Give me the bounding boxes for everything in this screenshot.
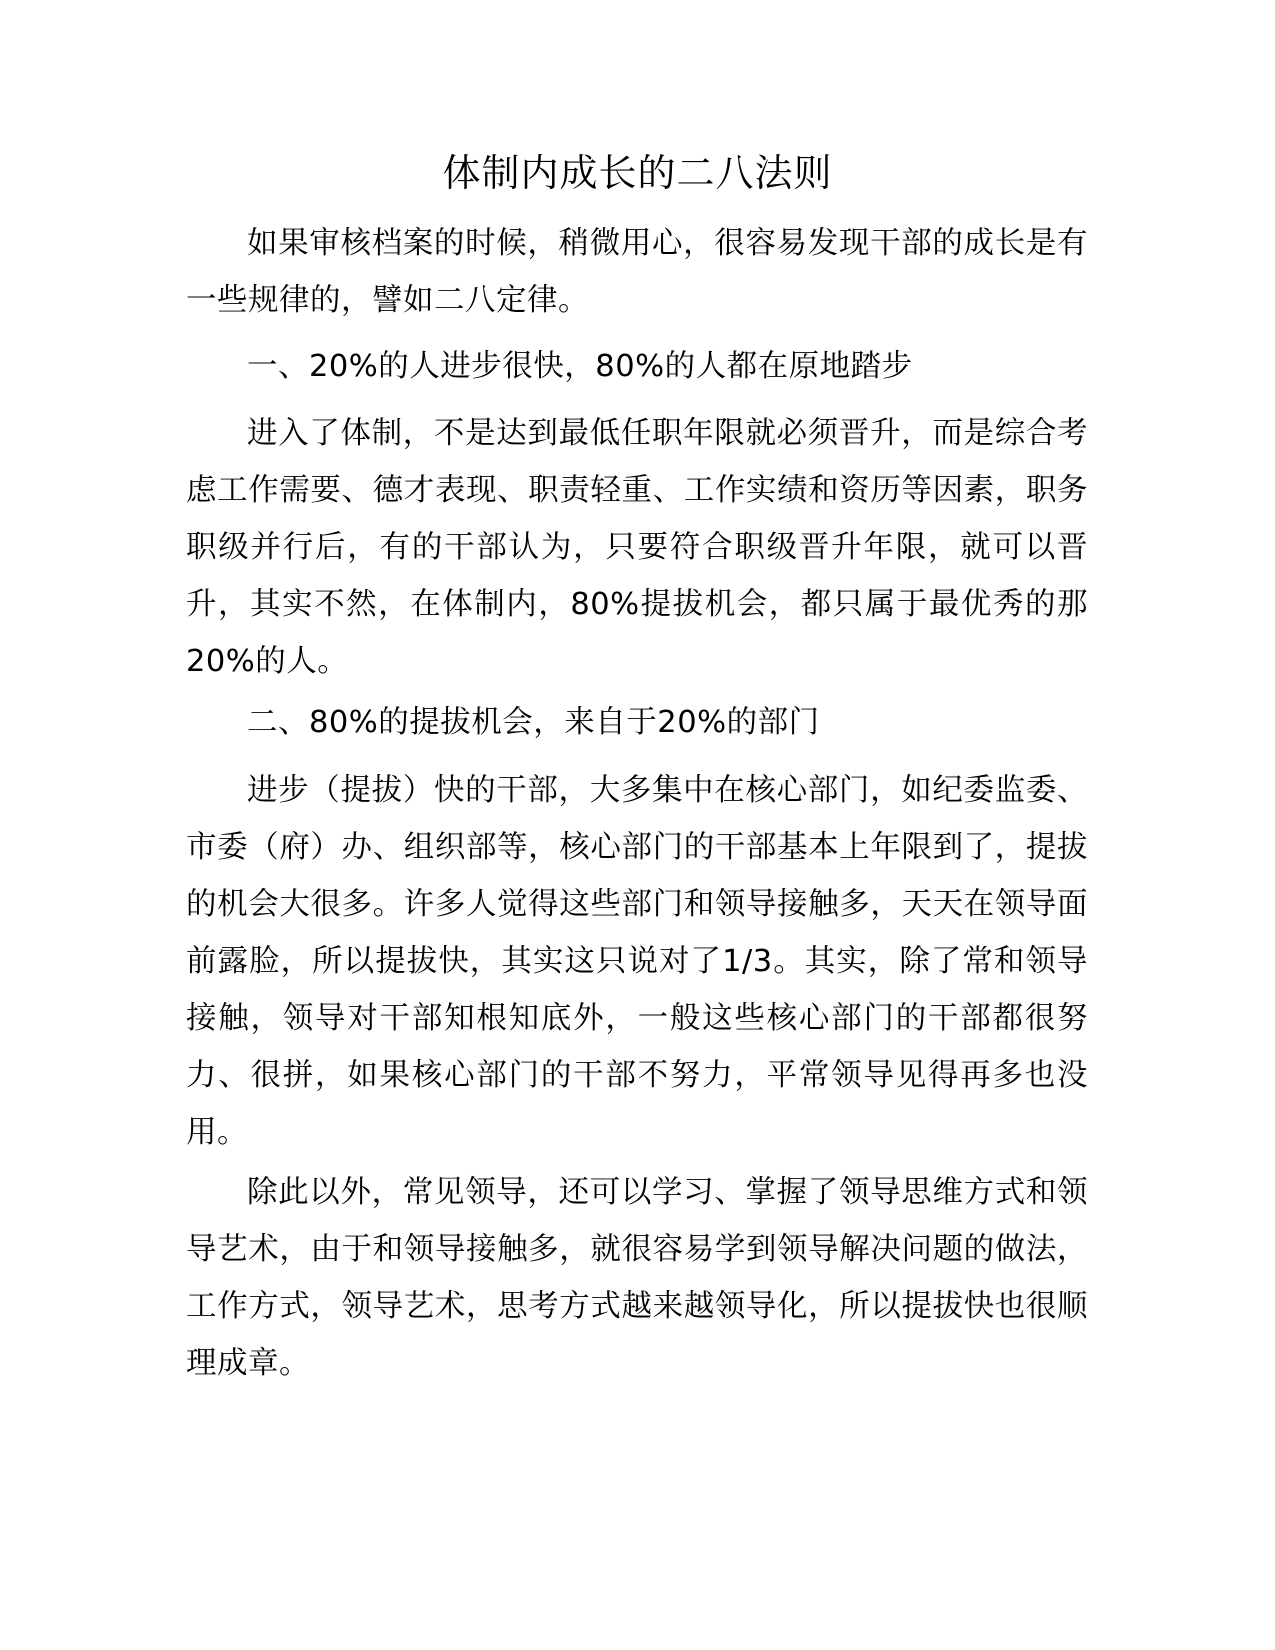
paragraph-section-2: 进步（提拔）快的干部，大多集中在核心部门，如纪委监委、市委（府）办、组织部等，核心部门的干部基本上年限到了，提拔的机会大很多。许多人觉得这些部门和领导接触多，天天在领导面前露脸，所以提拔快，其实这只说对了1/3。其实，除了常和领导接触，领导对干部知根知底外，一般这些核心部门的干部都很努力、很拼，如果核心部门的干部不努力，平常领导见得再多也没用。 [186,773,1088,1150]
section-heading-1: 一、20%的人进步很快，80%的人都在原地踏步 [247,349,913,384]
paragraph-intro: 如果审核档案的时候，稍微用心，很容易发现干部的成长是有一些规律的，譬如二八定律。 [186,226,1088,318]
document-title: 体制内成长的二八法则 [442,151,833,195]
paragraph-closing: 除此以外，常见领导，还可以学习、掌握了领导思维方式和领导艺术，由于和领导接触多，就很容易学到领导解决问题的做法，工作方式，领导艺术，思考方式越来越领导化，所以提拔快也很顺理成章。 [186,1175,1088,1381]
section-heading-2: 二、80%的提拔机会，来自于20%的部门 [247,705,820,740]
paragraph-section-1: 进入了体制，不是达到最低任职年限就必须晋升，而是综合考虑工作需要、德才表现、职责轻重、工作实绩和资历等因素，职务职级并行后，有的干部认为，只要符合职级晋升年限，就可以晋升，其实不然，在体制内，80%提拔机会，都只属于最优秀的那20%的人。 [186,416,1088,679]
